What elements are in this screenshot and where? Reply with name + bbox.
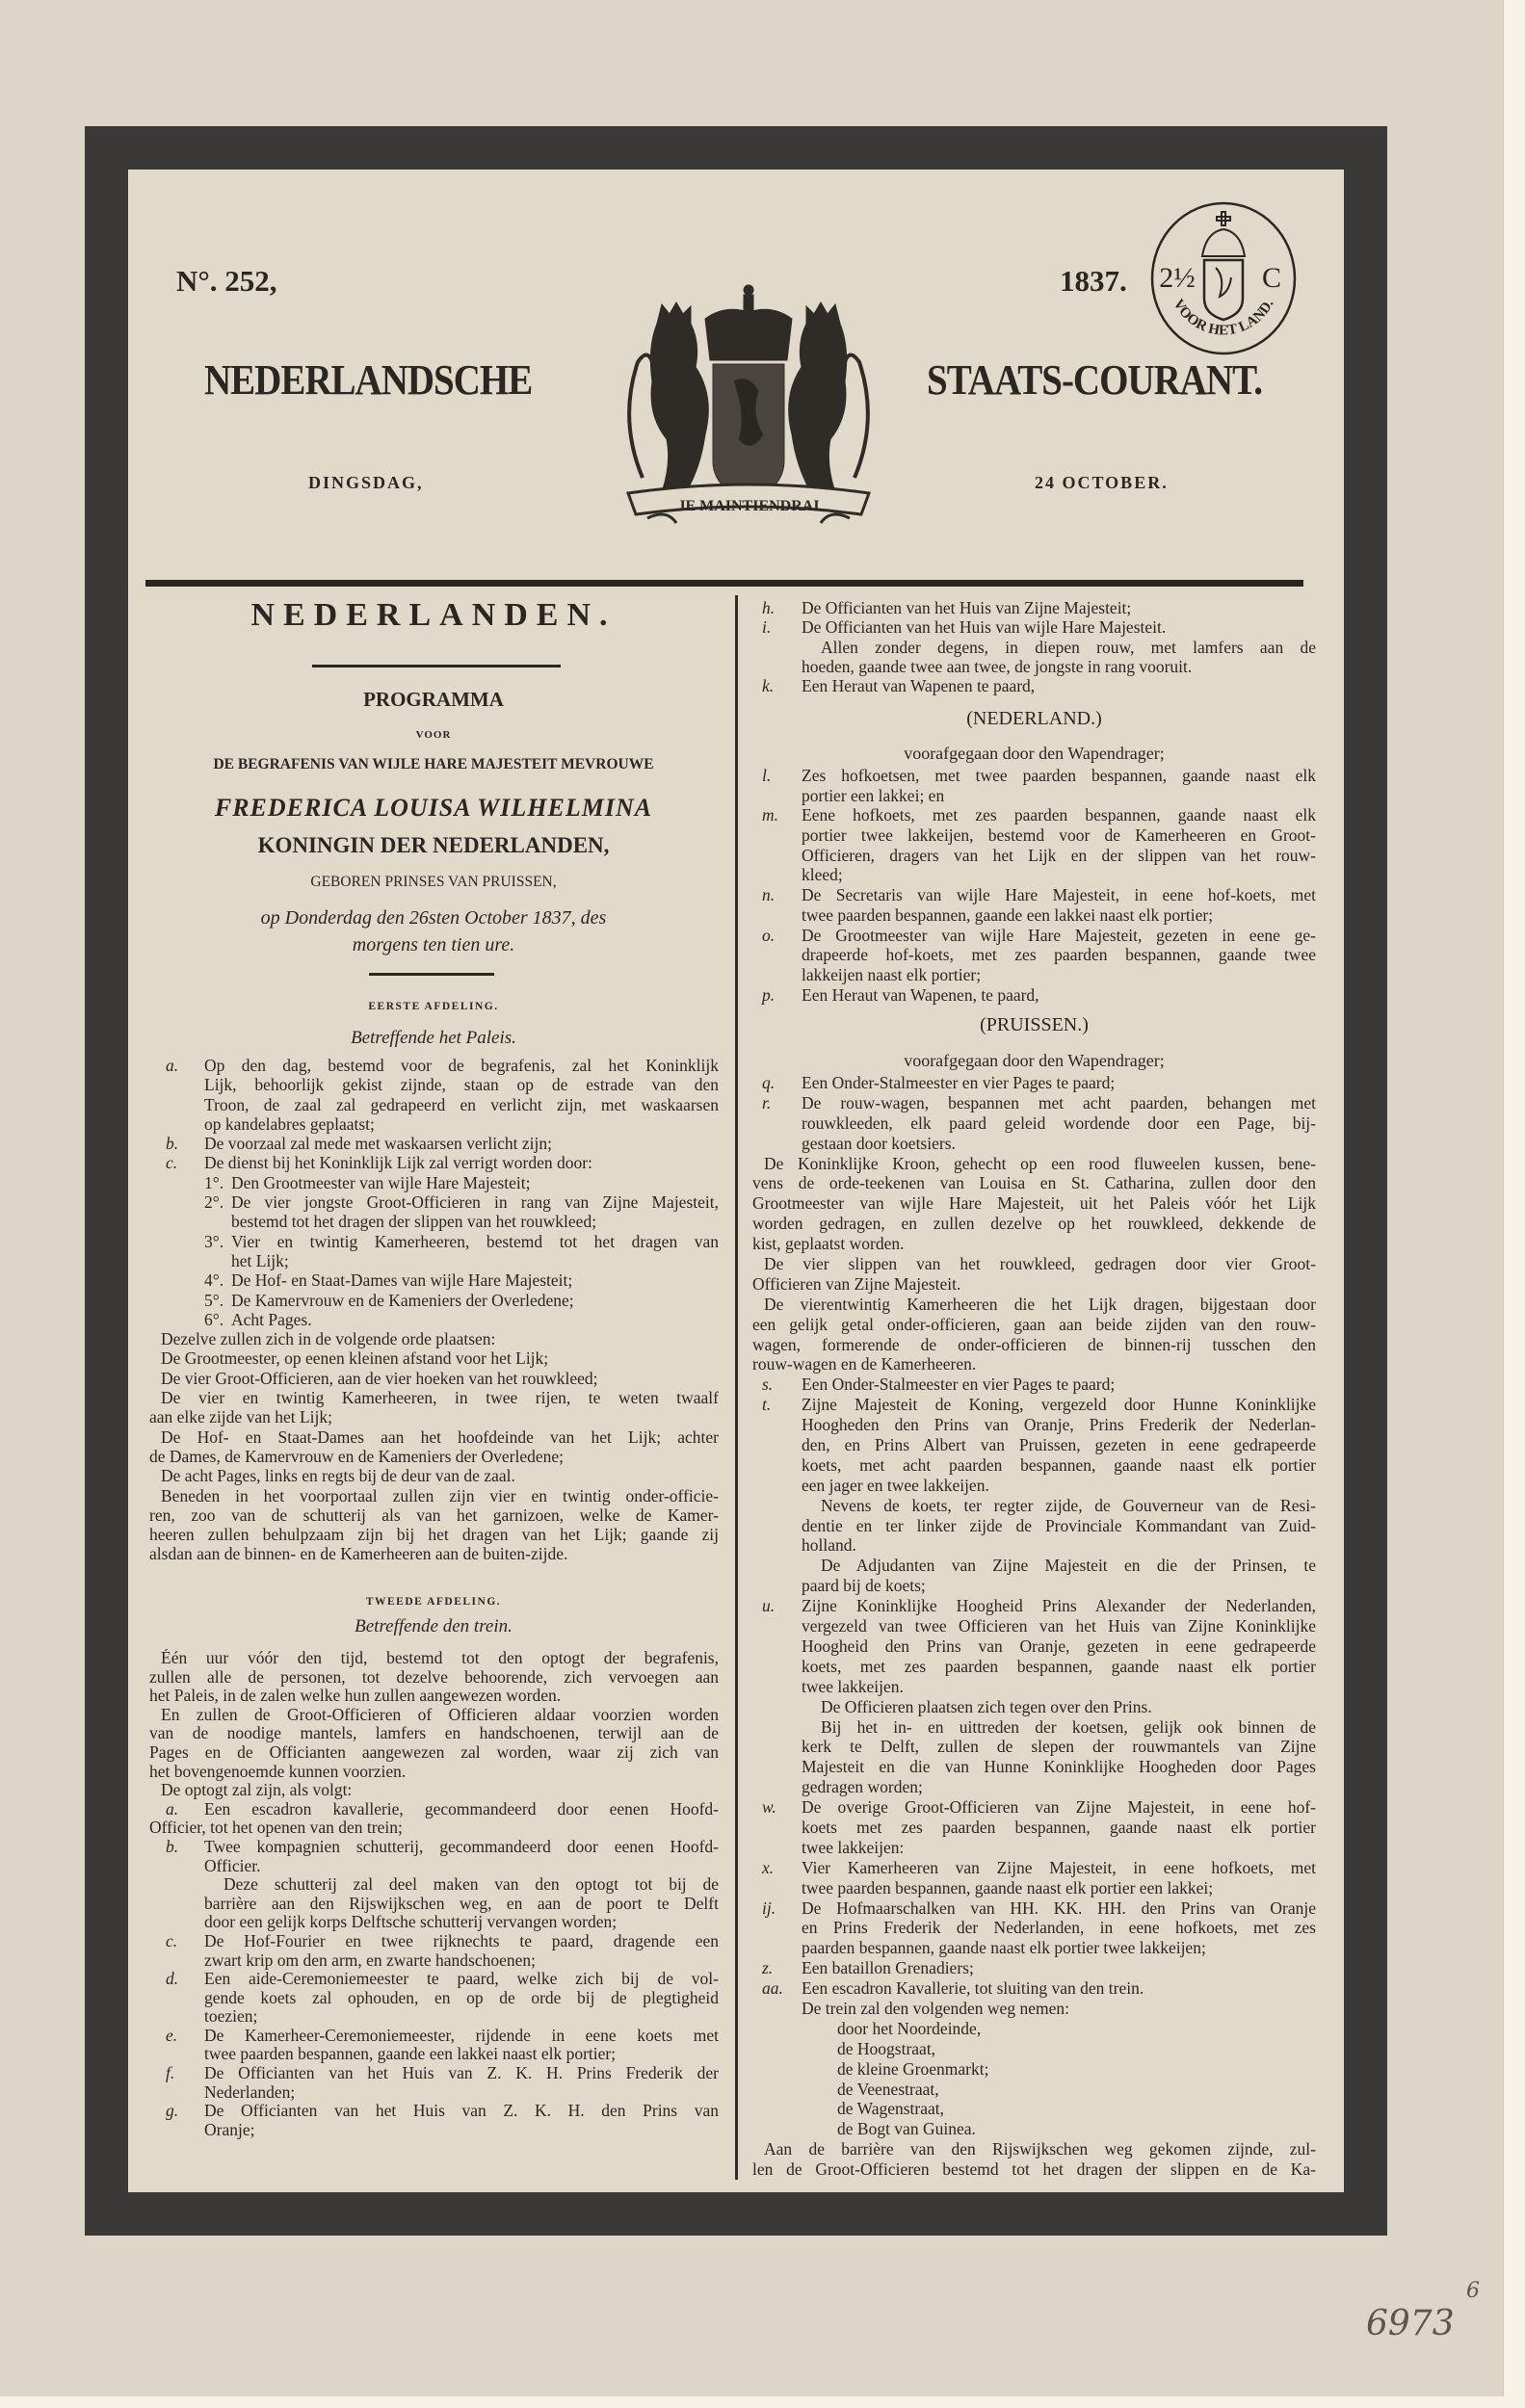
text-line: De vier Groot-Officieren, aan de vier hoeken van het rouwkleed;	[161, 1368, 598, 1388]
list-item	[752, 1958, 1316, 1978]
list-item	[752, 1374, 1316, 1395]
text-line: lakkeijen naast elk portier;	[802, 964, 982, 984]
list-item	[149, 1970, 719, 2027]
section1-body	[149, 1056, 719, 1564]
tax-stamp	[1148, 200, 1299, 356]
text-line: De trein zal den volgenden weg nemen:	[802, 1998, 1069, 2018]
item-label: t.	[762, 1395, 772, 1415]
text-line: worden gedragen, en zullen dezelve op het rouwkleed, dekkende de	[752, 1214, 1316, 1234]
text-line: heeren zullen behulpzaam zijn bij het dragen van het Lijk; gaande zij	[149, 1525, 719, 1545]
text-line: De Secretaris van wijle Hare Majesteit, in eene hof-koets, met	[802, 885, 1316, 905]
text-line: Bij het in- en uittreden der koetsen, gelijk ook binnen de	[821, 1716, 1316, 1737]
item-label: ij.	[762, 1898, 776, 1918]
funeral-date-line1: op Donderdag den 26sten October 1837, des	[260, 907, 607, 929]
paragraph	[149, 1329, 719, 1348]
nederland-heading: (NEDERLAND.)	[966, 708, 1102, 729]
list-item	[752, 1858, 1316, 1898]
text-line: De overige Groot-Officieren van Zijne Majesteit, in eene hof-	[802, 1797, 1316, 1818]
text-line: het bovengenoemde kunnen voorzien.	[149, 1762, 407, 1781]
text-line: De Adjudanten van Zijne Majesteit en die der Prinsen, te	[821, 1556, 1316, 1576]
text-line: en Prins Frederik der Nederlanden, in eene hofkoets, met zes	[802, 1918, 1316, 1938]
text-line: Een bataillon Grenadiers;	[802, 1958, 974, 1978]
item-label: s.	[762, 1374, 774, 1395]
text-line: Zes hofkoetsen, met twee paarden bespannen, gaande naast elk	[802, 766, 1316, 785]
item-label: 2°.	[204, 1192, 224, 1213]
text-line: Een escadron Kavallerie, tot sluiting van den trein.	[802, 1978, 1144, 1999]
text-line: De Kamervrouw en de Kameniers der Overledene;	[231, 1290, 574, 1310]
list-item	[752, 985, 1316, 1006]
programme-title: PROGRAMMA	[363, 688, 504, 711]
item-label: q.	[762, 1073, 776, 1092]
paragraph	[149, 1875, 719, 1932]
text-line: Den Grootmeester van wijle Hare Majesteit;	[231, 1172, 531, 1192]
text-line: drapeerde hof-koets, met zes paarden bespannen, gaande twee	[802, 945, 1316, 965]
text-line: twee lakkeijen:	[802, 1837, 905, 1857]
stamp-legend: VOOR HET LAND.	[1170, 297, 1277, 339]
section1-heading: EERSTE AFDELING.	[368, 1001, 499, 1012]
list-item	[149, 1173, 719, 1192]
programme-subject: DE BEGRAFENIS VAN WIJLE HARE MAJESTEIT MEVROUWE	[213, 756, 654, 772]
pruissen-heading: (PRUISSEN.)	[980, 1014, 1089, 1035]
svg-text:VOOR HET LAND.	[1170, 297, 1276, 338]
item-label: 3°.	[204, 1231, 224, 1251]
text-line: Een Heraut van Wapenen te paard,	[802, 676, 1036, 696]
text-line: Aan de barrière van den Rijswijkschen weg gekomen zijnde, zul-	[764, 2139, 1316, 2159]
item-label: 1°.	[204, 1172, 224, 1192]
text-line: Oranje;	[204, 2120, 255, 2139]
paragraph	[149, 1649, 719, 1706]
text-line: De Koninklijke Kroon, gehecht op een rood fluweelen kussen, bene-	[764, 1153, 1316, 1173]
item-label: l.	[762, 766, 772, 785]
text-line: Een Heraut van Wapenen, te paard,	[802, 984, 1039, 1005]
text-line: De vierentwintig Kamerheeren die het Lijk dragen, bijgestaan door	[764, 1294, 1316, 1314]
text-line: Officier.	[204, 1856, 261, 1875]
text-line: de Wagenstraat,	[837, 2099, 944, 2119]
text-line: het Lijk;	[231, 1250, 289, 1270]
text-line: twee paarden bespannen, gaande naast elk portier een lakkei;	[802, 1877, 1214, 1898]
text-line: zullen alle de personen, tot dezelve behoorende, zich vervoegen aan	[149, 1667, 719, 1687]
crown-icon	[705, 285, 792, 360]
text-line: Zijne Majesteit de Koning, vergezeld door Hunne Koninklijke	[802, 1395, 1316, 1415]
list-item	[149, 1310, 719, 1329]
text-line: de Hoogstraat,	[837, 2038, 936, 2058]
pruissen-subheading: voorafgegaan door den Wapendrager;	[904, 1051, 1165, 1070]
list-item	[149, 1192, 719, 1232]
stamp-unit: C	[1261, 262, 1282, 294]
text-line: de Bogt van Guinea.	[837, 2119, 976, 2139]
route-street	[752, 2080, 1316, 2100]
handwritten-archive-suffix: 6	[1466, 2279, 1480, 2303]
text-line: het Paleis, in de zalen welke hun zullen aangewezen worden.	[149, 1687, 562, 1706]
paragraph	[752, 1154, 1316, 1254]
text-line: door een gelijk korps Delftsche schutterij vervangen worden;	[204, 1913, 618, 1932]
funeral-date-line2: morgens ten tien ure.	[352, 934, 515, 955]
right-body-part2	[752, 766, 1316, 1005]
text-line: koets, met zes paarden bespannen, gaande naast elk portier	[802, 1656, 1316, 1676]
list-item	[149, 1838, 719, 1875]
text-line: rouwkleeden, elk paard geleid wordende door een Page, bij-	[802, 1112, 1316, 1133]
royal-coat-of-arms-icon	[590, 266, 907, 532]
item-label: c.	[166, 1930, 178, 1950]
text-line: kist, geplaatst worden.	[752, 1234, 905, 1254]
item-label: 5°.	[204, 1290, 224, 1310]
section1-subheading: Betreffende het Paleis.	[351, 1028, 516, 1048]
item-label: a.	[166, 1056, 179, 1075]
text-line: Nevens de koets, ter regter zijde, de Gouverneur van de Resi-	[821, 1495, 1316, 1515]
text-line: paard bij de koets;	[802, 1576, 926, 1596]
item-label: p.	[762, 984, 776, 1005]
item-label: w.	[762, 1797, 776, 1818]
text-line: Hoogheden den Prins van Oranje, Prins Frederik der Nederlan-	[802, 1415, 1316, 1435]
column-divider	[735, 595, 738, 2180]
stamp-shield-icon	[1204, 260, 1243, 320]
list-item	[752, 1093, 1316, 1154]
queen-birth: GEBOREN PRINSES VAN PRUISSEN,	[310, 874, 557, 890]
stamp-crown-icon	[1202, 212, 1245, 256]
text-line: wagen, formerende de onder-officieren de binnen-rij tusschen den	[752, 1334, 1316, 1354]
issue-number: N°. 252,	[176, 264, 277, 298]
text-line	[149, 1800, 719, 1819]
paragraph	[752, 1254, 1316, 1295]
motto-text: JE MAINTIENDRAI	[677, 498, 820, 514]
text-line: Beneden in het voorportaal zullen zijn vier en twintig onder-officie-	[161, 1485, 719, 1505]
list-item	[752, 617, 1316, 637]
masthead-rule	[145, 580, 1303, 587]
text-line: hoeden, gaande twee aan twee, de jongste in rang vooruit.	[802, 656, 1193, 676]
text-line: De Hof- en Staat-Dames van wijle Hare Majesteit;	[231, 1270, 573, 1291]
item-label: z.	[762, 1958, 774, 1978]
text-line: holland.	[802, 1535, 856, 1556]
section2-body	[149, 1649, 719, 2139]
text-line: Dezelve zullen zich in de volgende orde plaatsen:	[161, 1329, 496, 1349]
list-item	[752, 1395, 1316, 1495]
list-item	[149, 1932, 719, 1970]
nederland-subheading: voorafgegaan door den Wapendrager;	[904, 744, 1165, 763]
text-line: zwart krip om den arm, en zwarte handschoenen;	[204, 1950, 537, 1970]
item-label: u.	[762, 1596, 776, 1616]
section2-subheading: Betreffende den trein.	[355, 1616, 513, 1636]
item-label: 6°.	[204, 1309, 224, 1329]
paragraph	[149, 1388, 719, 1427]
handwritten-archive-number: 6973	[1366, 2304, 1455, 2343]
text-line: bestemd tot het dragen der slippen van het rouwkleed;	[231, 1212, 597, 1232]
item-label: n.	[762, 885, 776, 905]
text-line: De Officieren plaatsen zich tegen over den Prins.	[821, 1696, 1152, 1716]
section-title: NEDERLANDEN.	[250, 597, 617, 633]
issue-year: 1837.	[1060, 264, 1127, 298]
item-label: e.	[166, 2025, 178, 2045]
text-line: Een Onder-Stalmeester en vier Pages te paard;	[802, 1374, 1116, 1395]
item-label: m.	[762, 805, 779, 825]
list-item	[149, 2027, 719, 2064]
section2-heading: TWEEDE AFDELING.	[365, 1596, 502, 1608]
paragraph	[752, 2139, 1316, 2180]
text-line: toezien;	[204, 2007, 258, 2027]
text-line: paarden bespannen, gaande naast elk portier twee lakkeijen;	[802, 1938, 1206, 1958]
paragraph	[752, 1496, 1316, 1557]
right-body-part3	[752, 1073, 1316, 2180]
paragraph	[149, 1348, 719, 1368]
text-line: Acht Pages.	[231, 1309, 312, 1329]
programme-voor: VOOR	[415, 729, 452, 741]
text-line: En zullen de Groot-Officieren of Officieren aldaar voorzien worden	[161, 1705, 719, 1724]
paragraph	[149, 1369, 719, 1388]
text-line: vergezeld van twee Officieren van het Huis van Zijne Koninklijke	[802, 1616, 1316, 1636]
list-item	[752, 1978, 1316, 1999]
text-line: portier twee lakkeijen, bestemd voor de Kamerheeren en Groot-	[802, 825, 1316, 846]
paragraph	[752, 1295, 1316, 1375]
route-street	[752, 2099, 1316, 2119]
paragraph	[149, 1486, 719, 1564]
masthead-title-right: STAATS-COURANT.	[927, 355, 1262, 405]
text-line: De Officianten van het Huis van wijle Hare Majesteit.	[802, 617, 1167, 638]
paragraph	[149, 1427, 719, 1467]
text-line: De dienst bij het Koninklijk Lijk zal verrigt worden door:	[204, 1153, 592, 1173]
text-line: Officier, tot het openen van den trein;	[149, 1819, 403, 1838]
text-line: van de noodige mantels, lamfers en handschoenen, terwijl aan de	[149, 1724, 719, 1743]
list-item	[752, 885, 1316, 925]
text-line: Troon, de zaal zal gedrapeerd en verlicht zijn, met waskaarsen	[204, 1094, 719, 1114]
paragraph	[149, 1781, 719, 1800]
text-line: een jager en twee lakkeijen.	[802, 1475, 989, 1495]
item-label: d.	[166, 1969, 179, 1989]
list-item	[149, 2064, 719, 2102]
route-street	[752, 2119, 1316, 2139]
text-line: Nederlanden;	[204, 2082, 296, 2102]
list-item	[752, 805, 1316, 885]
paragraph	[752, 638, 1316, 677]
text-line: De optogt zal zijn, als volgt:	[161, 1781, 353, 1800]
text-line: de Dames, de Kamervrouw en de Kameniers der Overledene;	[149, 1446, 565, 1466]
right-body-part1	[752, 598, 1316, 695]
lion-right-icon	[789, 317, 847, 493]
text-line: De Officianten van het Huis van Z. K. H. Prins Frederik der	[204, 2064, 719, 2083]
item-label: o.	[762, 925, 776, 945]
text-line: alsdan aan de binnen- en de Kamerheeren aan de buiten-zijde.	[149, 1544, 568, 1564]
text-line: De Officianten van het Huis van Z. K. H. den Prins van	[204, 2102, 719, 2121]
text-line: Allen zonder degens, in diepen rouw, met lamfers aan de	[821, 637, 1316, 657]
text-line: koets, met acht paarden bespannen, gaande naast elk portier	[802, 1454, 1316, 1475]
stamp-value: 2½	[1159, 262, 1196, 294]
issue-weekday: DINGSDAG,	[308, 473, 424, 492]
text-line: De Officianten van het Huis van Zijne Majesteit;	[802, 598, 1132, 617]
item-label: c.	[166, 1153, 178, 1173]
text-line: Eene hofkoets, met zes paarden bespannen, gaande naast elk	[802, 805, 1316, 825]
text-line: Officieren, dragers van het Lijk en der slippen van het rouw-	[802, 845, 1316, 865]
route-street	[752, 2039, 1316, 2059]
text-line: dentie en ter linker zijde de Provinciale Kommandant van Zuid-	[802, 1515, 1316, 1535]
list-item	[752, 1797, 1316, 1858]
item-label: r.	[762, 1092, 772, 1112]
text-line: Officieren van Zijne Majesteit.	[752, 1273, 961, 1294]
text-line: portier een lakkei; en	[802, 785, 945, 805]
text-line: rouw-wagen en de Kamerheeren.	[752, 1354, 977, 1374]
list-item	[752, 598, 1316, 617]
item-text: Een escadron kavallerie, gecommandeerd door eenen Hoofd-	[204, 1799, 719, 1819]
paragraph	[752, 1717, 1316, 1798]
list-item	[752, 1596, 1316, 1696]
text-line: De Kamerheer-Ceremoniemeester, rijdende in eene koets met	[204, 2026, 719, 2045]
list-item	[752, 766, 1316, 805]
item-label: k.	[762, 676, 775, 696]
text-line: Deze schutterij zal deel maken van den optogt tot bij de	[223, 1875, 719, 1895]
item-label: f.	[166, 2063, 175, 2083]
text-line: Twee kompagnien schutterij, gecommandeerd door eenen Hoofd-	[204, 1837, 719, 1856]
text-line: Lijk, behoorlijk gekist zijnde, staan op de estrade van den	[204, 1075, 719, 1095]
text-line: barrière aan den Rijswijkschen weg, en aan de poort te Delft	[204, 1894, 719, 1913]
text-line: De acht Pages, links en regts bij de deur van de zaal.	[161, 1466, 515, 1486]
item-label: g.	[166, 2101, 179, 2121]
lion-left-icon	[650, 317, 708, 493]
paragraph	[752, 1697, 1316, 1717]
text-line: Pages en de Officianten aangewezen zal worden, waar zij zich van	[149, 1742, 719, 1762]
masthead-title-left: NEDERLANDSCHE	[204, 355, 533, 405]
text-line: gestaan door koetsiers.	[802, 1133, 956, 1153]
text-line: kleed;	[802, 865, 843, 885]
text-line: De Hof-Fourier en twee rijknechts te paard, dragende een	[204, 1931, 719, 1950]
text-line: vens de orde-teekenen van Louisa en St. Catharina, zullen door den	[752, 1173, 1316, 1193]
item-label: b.	[166, 1134, 179, 1154]
item-label: 4°.	[204, 1270, 224, 1291]
text-line: koets met zes paarden bespannen, gaande naast elk portier	[802, 1817, 1316, 1837]
list-item	[149, 1270, 719, 1290]
text-line: Een Onder-Stalmeester en vier Pages te paard;	[802, 1073, 1116, 1092]
list-item	[752, 1898, 1316, 1959]
item-label: aa.	[762, 1978, 783, 1999]
text-line: ren, zoo van de schutterij als van het garnizoen, welke de Kamer-	[149, 1505, 719, 1525]
text-line: Vier en twintig Kamerheeren, bestemd tot het dragen van	[231, 1231, 719, 1251]
paragraph	[752, 1556, 1316, 1596]
text-line: De Hof- en Staat-Dames aan het hoofdeinde van het Lijk; achter	[161, 1426, 719, 1447]
text-line: door het Noordeinde,	[837, 2018, 982, 2038]
text-line: twee paarden bespannen, gaande een lakkei naast elk portier;	[204, 2045, 617, 2064]
paragraph	[149, 1466, 719, 1485]
list-item	[149, 1153, 719, 1172]
route-street	[752, 2019, 1316, 2039]
list-item	[149, 2102, 719, 2139]
text-line: twee paarden bespannen, gaande een lakkei naast elk portier;	[802, 904, 1214, 925]
text-line: De vier jongste Groot-Officieren in rang van Zijne Majesteit,	[231, 1192, 719, 1213]
text-line: den, en Prins Albert van Pruissen, gezeten in eene gedrapeerde	[802, 1435, 1316, 1455]
text-line: De Grootmeester van wijle Hare Majesteit, gezeten in eene ge-	[802, 925, 1316, 945]
list-item	[752, 1999, 1316, 2019]
text-line: Zijne Koninklijke Hoogheid Prins Alexander der Nederlanden,	[802, 1596, 1316, 1616]
list-item	[752, 926, 1316, 985]
list-item	[752, 1073, 1316, 1093]
text-line: aan elke zijde van het Lijk;	[149, 1407, 332, 1427]
text-line: De Hofmaarschalken van HH. KK. HH. den Prins van Oranje	[802, 1898, 1316, 1918]
item-label: h.	[762, 598, 776, 617]
list-item	[149, 1056, 719, 1134]
text-line: De rouw-wagen, bespannen met acht paarden, behangen met	[802, 1092, 1316, 1112]
text-line: twee lakkeijen.	[802, 1676, 904, 1696]
text-line: len de Groot-Officieren bestemd tot het dragen der slippen en de Ka-	[752, 2159, 1316, 2180]
text-line: De vier slippen van het rouwkleed, gedragen door vier Groot-	[764, 1254, 1316, 1274]
list-item	[752, 676, 1316, 695]
text-line: een gelijk getal onder-officieren, gaan aan beide zijden van den rouw-	[752, 1314, 1316, 1334]
item-label: b.	[166, 1836, 179, 1856]
route-street	[752, 2059, 1316, 2080]
list-item	[149, 1134, 719, 1153]
text-line: Hoogheid den Prins van Oranje, gezeten in eene gedrapeerde	[802, 1636, 1316, 1656]
list-item	[149, 1232, 719, 1271]
paragraph	[149, 1706, 719, 1781]
text-line: gende koets zal ophouden, en op de orde bij de plegtigheid	[204, 1988, 719, 2007]
text-line: de kleine Groenmarkt;	[837, 2058, 989, 2079]
text-line: De vier en twintig Kamerheeren, in twee rijen, te weten twaalf	[161, 1388, 719, 1408]
text-line: Majesteit en die van Hunne Koninklijke Hoogheden door Pages	[802, 1757, 1316, 1777]
list-item	[149, 1291, 719, 1310]
item-label: x.	[762, 1857, 775, 1877]
title-rule	[312, 665, 561, 667]
text-line: Vier Kamerheeren van Zijne Majesteit, in eene hofkoets, met	[802, 1857, 1316, 1877]
text-line: De Grootmeester, op eenen kleinen afstand voor het Lijk;	[161, 1348, 549, 1369]
text-line: gedragen worden;	[802, 1777, 923, 1797]
text-line: Grootmeester van wijle Hare Majesteit, uit het Paleis vóór het Lijk	[752, 1193, 1316, 1214]
queen-name: FREDERICA LOUISA WILHELMINA	[214, 794, 653, 822]
text-line: op kandelabres geplaatst;	[204, 1113, 375, 1134]
text-line: Op den dag, bestemd voor de begrafenis, zal het Koninklijk	[204, 1056, 719, 1075]
issue-date: 24 OCTOBER.	[1035, 473, 1169, 492]
text-line: De voorzaal zal mede met waskaarsen verlicht zijn;	[204, 1134, 553, 1154]
item-label: i.	[762, 617, 772, 638]
queen-title: KONINGIN DER NEDERLANDEN,	[257, 833, 610, 857]
list-item	[149, 1800, 719, 1838]
text-line: kerk te Delft, zullen de slepen der rouwmantels van Zijne	[802, 1737, 1316, 1757]
heading-rule	[369, 973, 494, 976]
text-line: Één uur vóór den tijd, bestemd tot den optogt der begrafenis,	[161, 1649, 719, 1667]
text-line: de Veenestraat,	[837, 2079, 939, 2099]
item-label: a.	[166, 1799, 179, 1819]
text-line: Een aide-Ceremoniemeester te paard, welke zich bij de vol-	[204, 1970, 719, 1989]
